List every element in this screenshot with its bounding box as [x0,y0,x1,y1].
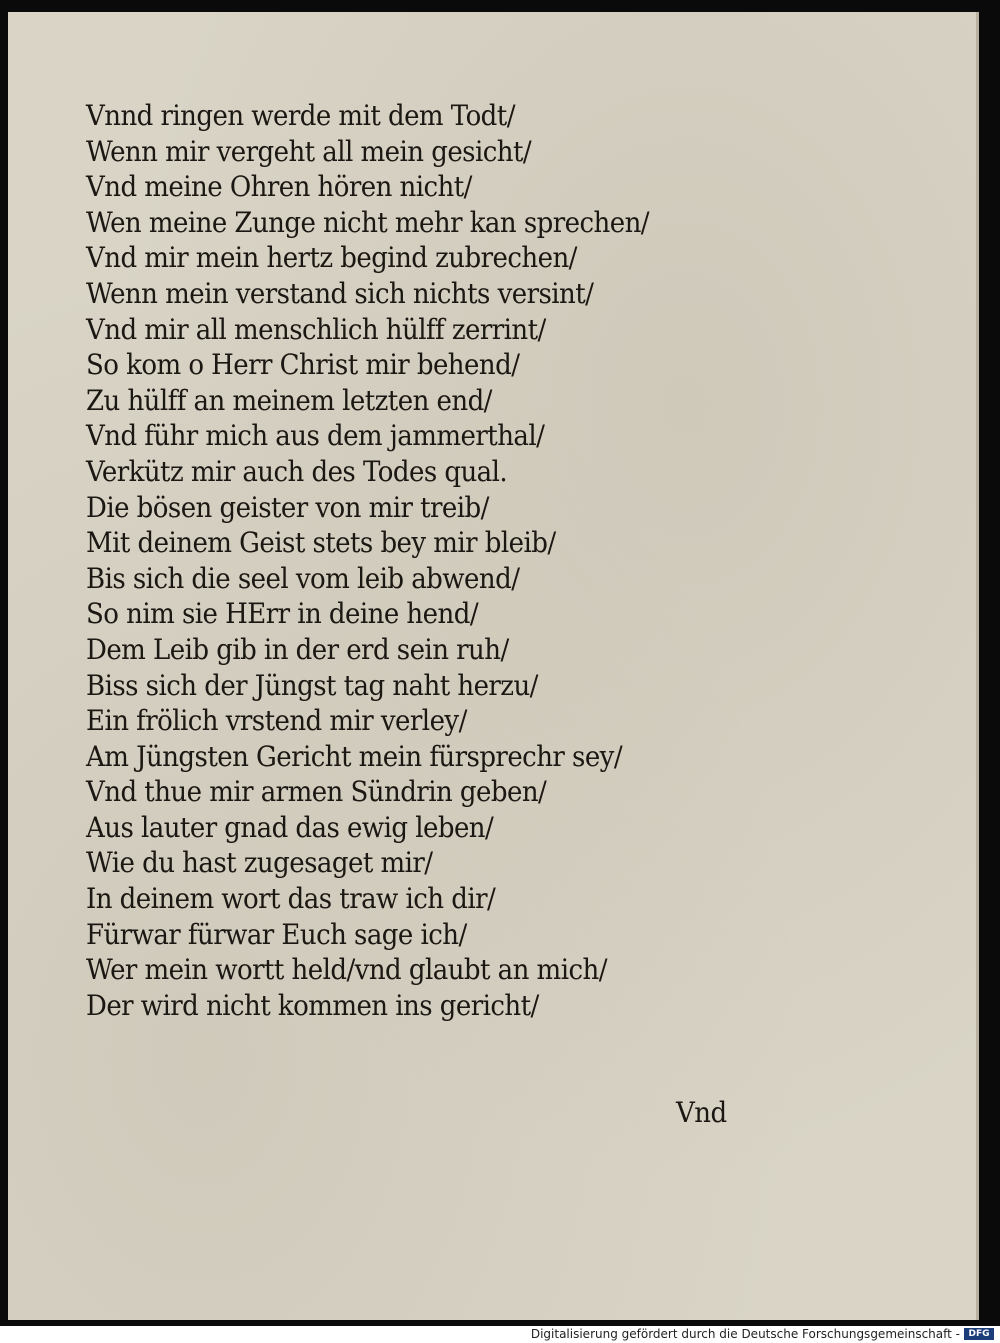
text-line: Aus lauter gnad das ewig leben/ [86,810,494,844]
text-line: Am Jüngsten Gericht mein fürsprechr sey/ [86,739,623,773]
text-line: Vnd thue mir armen Sündrin geben/ [86,775,547,809]
text-line: Der wird nicht kommen ins gericht/ [86,988,539,1022]
text-line: Wie du hast zugesaget mir/ [86,846,433,880]
catchword: Vnd [676,1096,727,1129]
dfg-logo: DFG [964,1328,994,1340]
text-line: Vnd führ mich aus dem jammerthal/ [86,419,545,453]
text-line: Wenn mir vergeht all mein gesicht/ [86,134,532,168]
text-line: In deinem wort das traw ich dir/ [86,882,496,916]
text-line: Zu hülff an meinem letzten end/ [86,383,492,417]
text-line: Dem Leib gib in der erd sein ruh/ [86,632,509,666]
text-line: Bis sich die seel vom leib abwend/ [86,561,520,595]
text-line: Wen meine Zunge nicht mehr kan sprechen/ [86,205,650,239]
text-line: Fürwar fürwar Euch sage ich/ [86,917,467,951]
poem-text [86,98,726,1023]
book-page [8,12,979,1320]
text-line: Ein frölich vrstend mir verley/ [86,704,467,738]
text-line: Vnnd ringen werde mit dem Todt/ [86,99,515,132]
text-line: Mit deinem Geist stets bey mir bleib/ [86,526,556,560]
text-line: Biss sich der Jüngst tag naht herzu/ [86,668,538,702]
text-line: Vnd meine Ohren hören nicht/ [86,170,472,204]
text-line: So kom o Herr Christ mir behend/ [86,348,520,382]
text-line: So nim sie HErr in deine hend/ [86,597,479,631]
text-line: Verkütz mir auch des Todes qual. [86,454,508,488]
text-line: Wer mein wortt held/vnd glaubt an mich/ [86,953,607,987]
funding-note: Digitalisierung gefördert durch die Deutsche Forschungsgemeinschaft - [530,1327,960,1341]
text-line: Die bösen geister von mir treib/ [86,490,489,524]
text-line: Wenn mein verstand sich nichts versint/ [86,276,594,310]
footer-bar [0,1326,1000,1343]
text-line: Vnd mir mein hertz begind zubrechen/ [86,241,577,275]
text-line: Vnd mir all menschlich hülff zerrint/ [86,312,546,346]
